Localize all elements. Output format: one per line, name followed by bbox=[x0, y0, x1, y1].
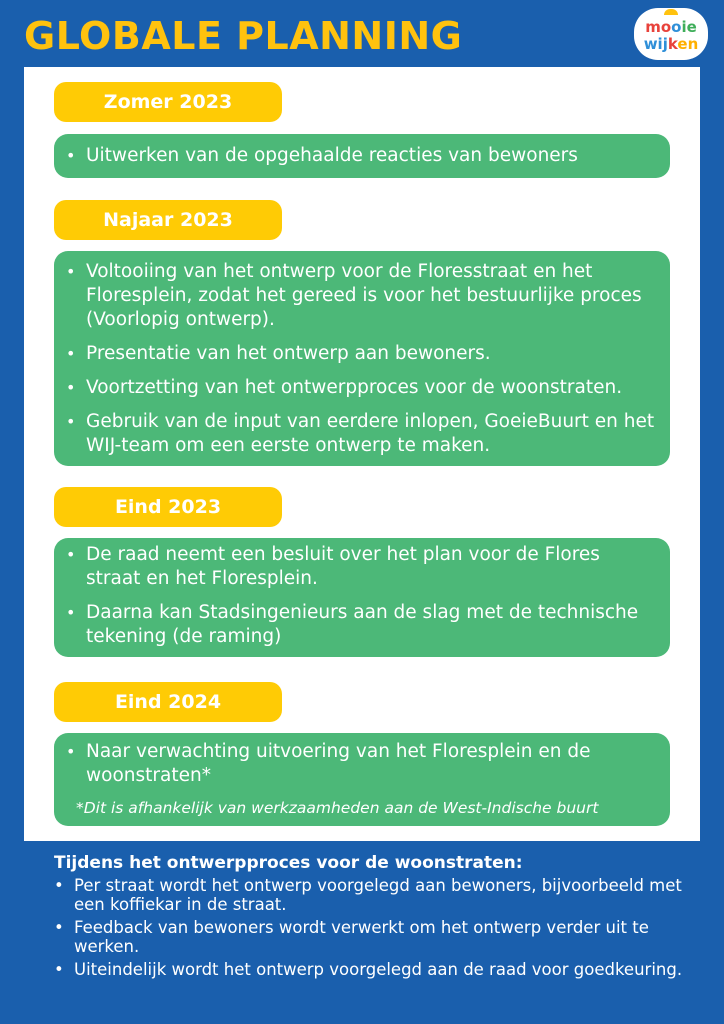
logo-line-1: mooie bbox=[645, 18, 697, 36]
section-heading-zomer-2023: Zomer 2023 bbox=[54, 82, 282, 122]
page-title: GLOBALE PLANNING bbox=[24, 14, 463, 58]
mooie-wijken-logo bbox=[634, 8, 708, 60]
section-box-zomer-2023 bbox=[54, 134, 670, 178]
section-heading-eind-2023: Eind 2023 bbox=[54, 487, 282, 527]
footer-process-notes bbox=[54, 852, 694, 983]
list-item: • De raad neemt een besluit over het plan voor de Flores straat en het Floresplein. bbox=[64, 543, 656, 591]
list-item: • Presentatie van het ontwerp aan bewoners. bbox=[64, 342, 656, 366]
list-item: • Uitwerken van de opgehaalde reacties van bewoners bbox=[64, 144, 656, 168]
list-item: • Feedback van bewoners wordt verwerkt om het ontwerp verder uit te werken. bbox=[54, 918, 694, 956]
footnote: *Dit is afhankelijk van werkzaamheden aan de West-Indische buurt bbox=[76, 799, 599, 817]
list-item: • Daarna kan Stadsingenieurs aan de slag met de technische tekening (de raming) bbox=[64, 601, 656, 649]
logo-line-2: wijken bbox=[643, 35, 699, 53]
footer-heading: Tijdens het ontwerpproces voor de woonstraten: bbox=[54, 853, 523, 873]
section-heading-najaar-2023: Najaar 2023 bbox=[54, 200, 282, 240]
sun-icon bbox=[664, 9, 678, 15]
section-heading-eind-2024: Eind 2024 bbox=[54, 682, 282, 722]
list-item: • Uiteindelijk wordt het ontwerp voorgelegd aan de raad voor goedkeuring. bbox=[54, 960, 694, 979]
list-item: • Voortzetting van het ontwerpproces voor de woonstraten. bbox=[64, 376, 656, 400]
section-box-eind-2023 bbox=[54, 538, 670, 657]
list-item: • Naar verwachting uitvoering van het Floresplein en de woonstraten* bbox=[64, 740, 656, 788]
planning-panel bbox=[24, 67, 700, 841]
list-item: • Voltooiing van het ontwerp voor de Floresstraat en het Floresplein, zodat het gereed is voor het bestuurlijke proces (Voorlopig ontwerp). bbox=[64, 260, 656, 332]
list-item: • Gebruik van de input van eerdere inlopen, GoeieBuurt en het WIJ-team om een eerste ontwerp te maken. bbox=[64, 410, 656, 458]
list-item: • Per straat wordt het ontwerp voorgelegd aan bewoners, bijvoorbeeld met een koffiekar in de straat. bbox=[54, 876, 694, 914]
section-box-najaar-2023 bbox=[54, 251, 670, 466]
section-box-eind-2024 bbox=[54, 733, 670, 826]
